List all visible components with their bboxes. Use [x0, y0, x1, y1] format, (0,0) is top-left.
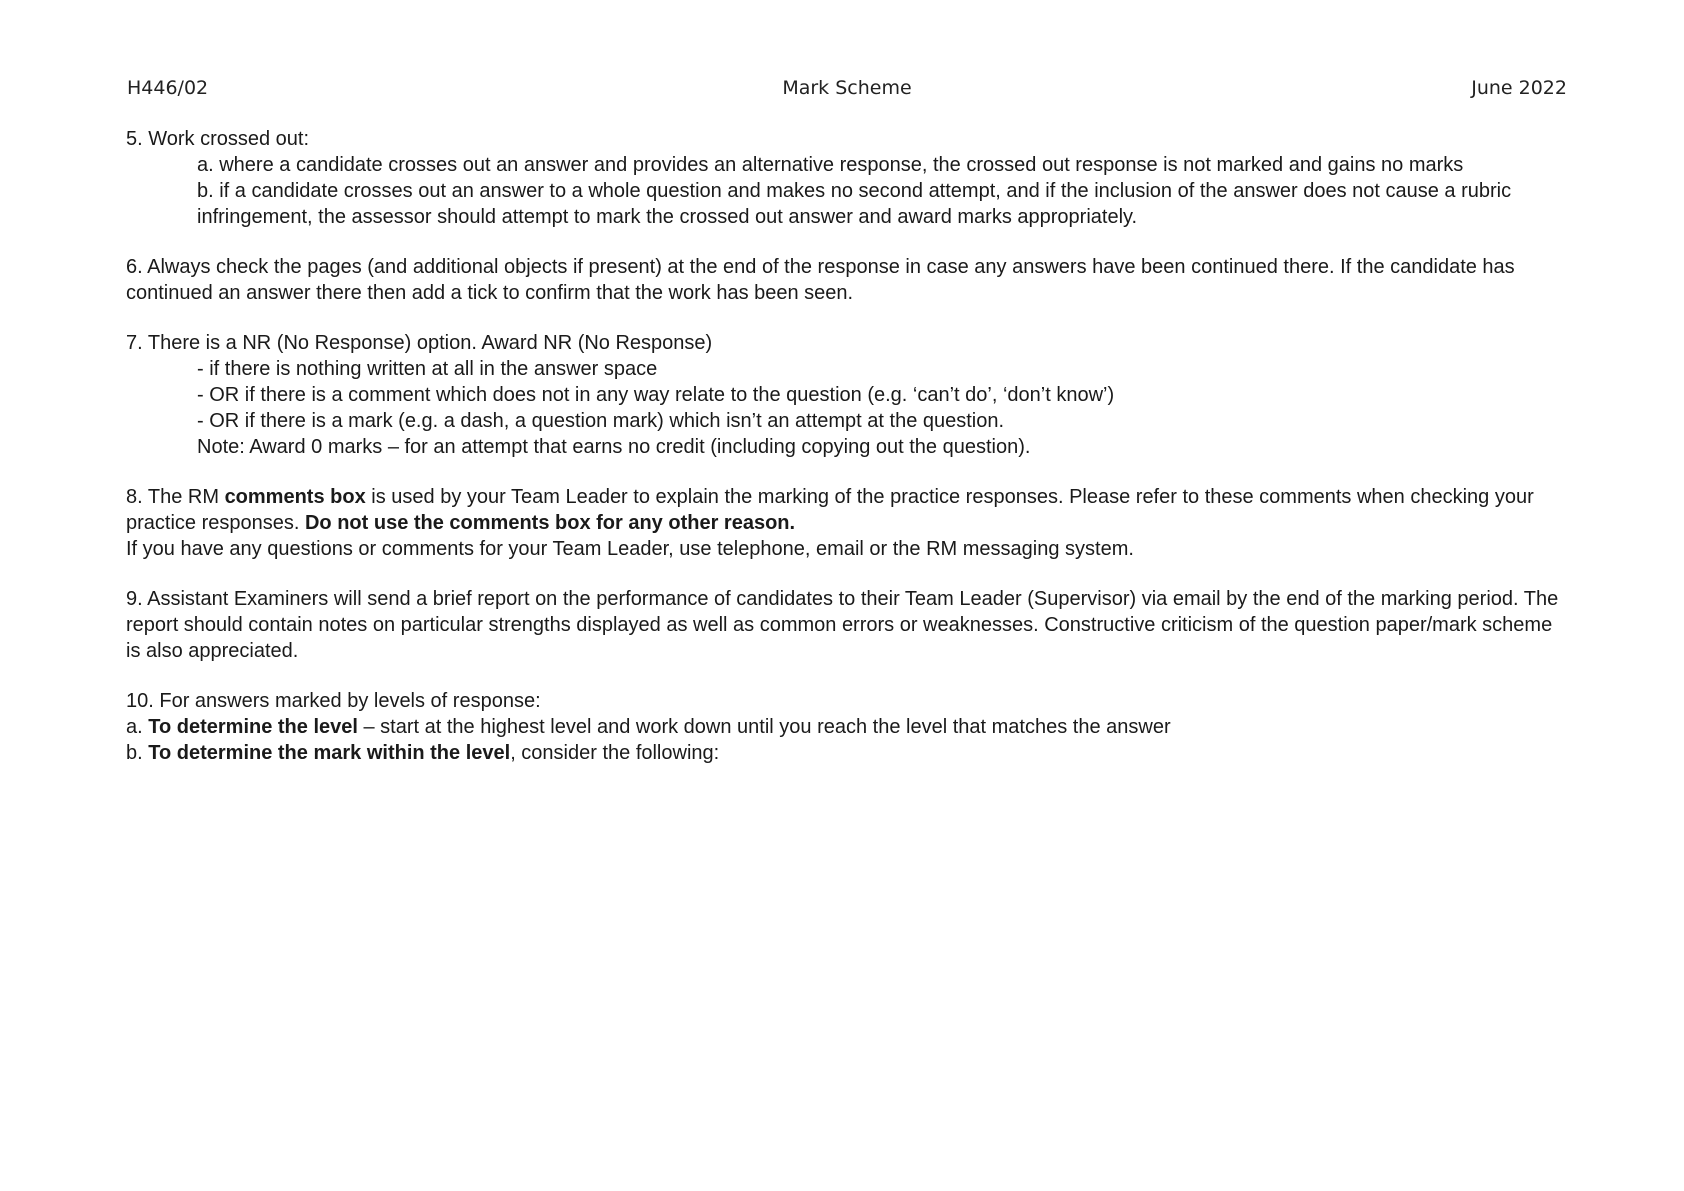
section-8-paragraph-1: [126, 484, 1571, 536]
section-8-paragraph-2: If you have any questions or comments for your Team Leader, use telephone, email or the RM messaging system.: [126, 538, 1134, 560]
section-10-title: 10. For answers marked by levels of response:: [126, 690, 541, 712]
section-7-item: - OR if there is a mark (e.g. a dash, a question mark) which isn’t an attempt at the question.: [197, 410, 1005, 432]
page-header: [127, 77, 1567, 105]
section-5-item-b: b. if a candidate crosses out an answer to a whole question and makes no second attempt, and if the inclusion of the answer does not cause a rubric infringement, the assessor should attempt to mark the crossed out answer and award marks appropriately.: [197, 180, 1512, 228]
section-10: [126, 688, 1571, 766]
item-b-rest: , consider the following:: [510, 742, 720, 764]
section-8-text-start: 8. The RM: [126, 486, 225, 508]
section-7-title: 7. There is a NR (No Response) option. Award NR (No Response): [126, 332, 713, 354]
item-a-bold: To determine the level: [148, 716, 358, 738]
section-8-warning: Do not use the comments box for any other reason.: [304, 512, 796, 534]
comments-box-term: comments box: [224, 486, 366, 508]
section-7-item: - OR if there is a comment which does not in any way relate to the question (e.g. ‘can’t do’, ‘don’t know’): [197, 384, 1115, 406]
header-date: June 2022: [1471, 77, 1567, 99]
section-5: [126, 126, 1571, 230]
item-b-prefix: b.: [126, 742, 149, 764]
item-a-rest: – start at the highest level and work down until you reach the level that matches the answer: [357, 716, 1171, 738]
section-5-item-a: a. where a candidate crosses out an answer and provides an alternative response, the crossed out response is not marked and gains no marks: [197, 154, 1464, 176]
section-8: [126, 484, 1571, 562]
section-7-item: - if there is nothing written at all in the answer space: [197, 358, 658, 380]
section-10-item-a: [126, 714, 1571, 740]
item-b-bold: To determine the mark within the level: [148, 742, 511, 764]
header-title: Mark Scheme: [782, 77, 912, 99]
section-6: [126, 254, 1571, 306]
section-6-text: 6. Always check the pages (and additional objects if present) at the end of the response in case any answers have been continued there. If the candidate has continued an answer there then add a tick to confirm that the work has been seen.: [126, 256, 1515, 304]
section-9-text: 9. Assistant Examiners will send a brief report on the performance of candidates to their Team Leader (Supervisor) via email by the end of the marking period. The report should contain notes on particular strengths displayed as well as common errors or weaknesses. Constructive criticism of the question paper/mark scheme is also appreciated.: [126, 588, 1559, 662]
paper-code: H446/02: [127, 77, 209, 99]
section-7-note: Note: Award 0 marks – for an attempt that earns no credit (including copying out the question).: [197, 436, 1031, 458]
section-8-text-mid: is used by your Team Leader to explain the marking of the practice responses. Please refer to these comments when checking your practice responses.: [126, 486, 1534, 534]
section-9: [126, 586, 1571, 664]
section-5-title: 5. Work crossed out:: [126, 128, 310, 150]
section-10-item-b: [126, 740, 1571, 766]
item-a-prefix: a.: [126, 716, 149, 738]
section-7: [126, 330, 1571, 460]
document-body: [126, 126, 1571, 766]
